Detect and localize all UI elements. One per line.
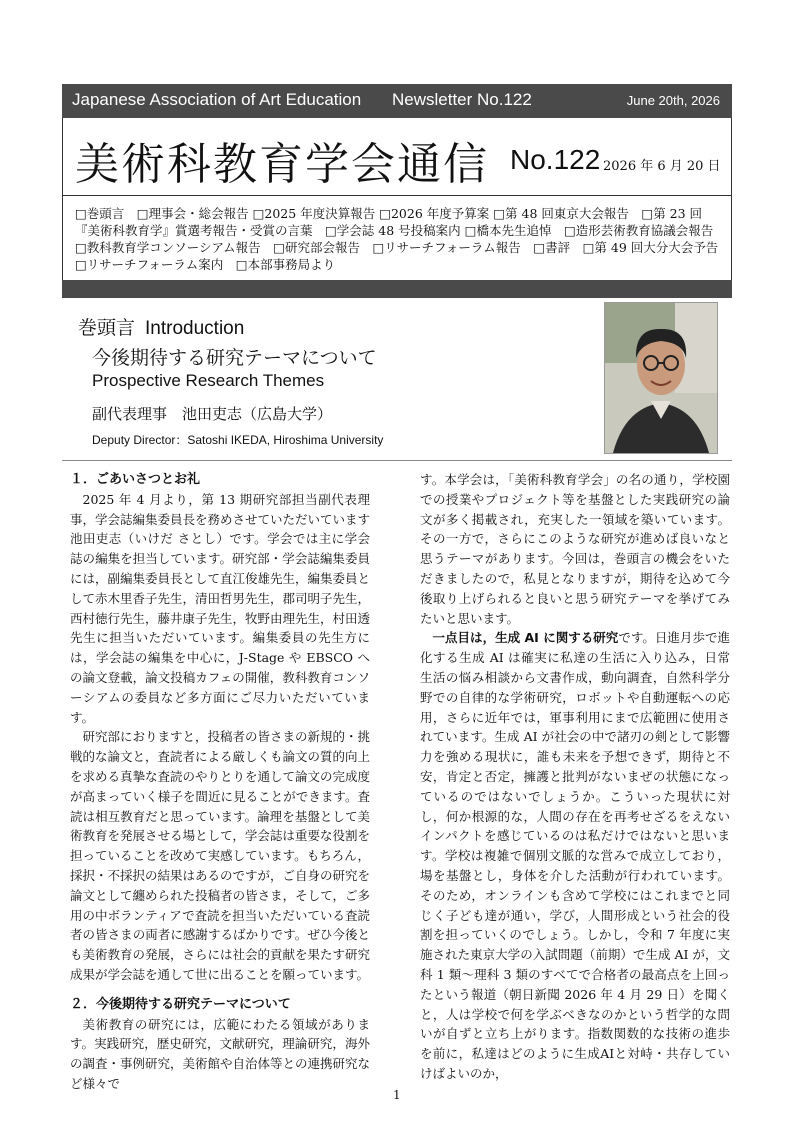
- page-number: 1: [393, 1088, 401, 1102]
- body-column-left: [70, 470, 370, 1094]
- issue-date: June 20th, 2026: [626, 93, 720, 108]
- paragraph-4: す。本学会は，「美術科教育学会」の名の通り，学校園での授業やプロジェクト等を基盤とした実践研究の論文が多く掲載され，充実した一領域を築いています。その一方で，さらにこのような研究が進めば良いなと思うテーマがあります。今回は，巻頭言の機会をいただきましたので，私見となりますが，期待を込めて今後取り上げられると良いと思う研究テーマを挙げてみたいと思います。: [420, 472, 730, 626]
- issue-date-jp: 2026 年 6 月 20 日: [603, 159, 721, 174]
- paragraph-5: [420, 628, 730, 1083]
- newsletter-title: 美術科教育学会通信: [75, 139, 489, 190]
- paragraph-5-lead: 一点目は，生成 AI に関する研究: [432, 630, 619, 646]
- table-of-contents: [62, 195, 732, 280]
- author-jp: 副代表理事 池田吏志（広島大学）: [92, 405, 333, 423]
- article-title-en: Prospective Research Themes: [92, 371, 325, 390]
- organization-name: Japanese Association of Art Education: [72, 90, 362, 109]
- header-bottom-bar: [62, 280, 732, 298]
- toc-text: □巻頭言 □理事会・総会報告 □2025 年度決算報告 □2026 年度予算案 □第 48 回東京大会報告 □第 23 回『美術科教育学』賞選考報告・受賞の言葉 □学会誌 48 号投稿案内 □橋本先生追悼 □造形芸術教育協議会報告 □教科教育学コンソーシアム報告 □研究部会報告 □リサーチフォーラム報告 □書評 □第 49 回大分大会予告 □リサーチフォーラム案内 □本部事務局より: [75, 206, 731, 272]
- paragraph-5-text: です。日進月歩で進化する生成 AI は確実に私達の生活に入り込み，日常生活の悩み相談から文書作成，動向調査，自然科学分野での自律的な学術研究，ロボットや自動運転への応用，さらに近年では，軍事利用にまで広範囲に使用されています。生成 AI が社会の中で諸刃の剣として影響力を強める現状に，誰も未来を予想できず，期待と不安，肯定と否定，擁護と批判がないまぜの状態になっているのではないでしょうか。こういった現状に対し，何か根源的な，人間の存在を再考せざるをえないインパクトを感じているのは私だけではないと思います。学校は複雑で個別文脈的な営みで成立しており，場を基盤とし，身体を介した活動が行われています。そのため，オンラインも含めて学校にはこれまでと同じく子ども達が通い，学び，人間形成という社会的役割を担っていくのでしょう。しかし，令和 7 年度に実施された東京大学の入試問題（前期）で生成 AI が，文科 1 類〜理科 3 類のすべてで合格者の最高点を上回ったという報道（朝日新聞 2026 年 4 月 29 日）を聞くと，人は学校で何を学ぶべきなのかという哲学的な問いが自ずと立ち上がります。指数関数的な技術の進歩を前に，私達はどのように生成AIと対峙・共存していけばよいのか，: [420, 630, 730, 1081]
- author-en: Deputy Director：Satoshi IKEDA, Hiroshima University: [92, 433, 384, 447]
- newsletter-header-bar: [62, 84, 732, 118]
- paragraph-1: 2025 年 4 月より，第 13 期研究部担当副代表理事，学会誌編集委員長を務めさせていただいています池田吏志（いけだ さとし）です。学会では主に学会誌の編集を担当しています。研究部・学会誌編集委員には，副編集委員長として直江俊雄先生，編集委員として赤木里香子先生，清田哲男先生，郡司明子先生，西村徳行先生，藤井康子先生，牧野由理先生，村田透先生に担当いただいています。編集委員の先生方には，学会誌の編集を中心に，J-Stage や EBSCO への論文登載，論文投稿カフェの開催，教科教育コンソーシアムの委員など多方面にご尽力いただいています。: [70, 491, 371, 725]
- title-box: [62, 118, 732, 196]
- heading-greeting: １．ごあいさつとお礼: [70, 472, 201, 487]
- body-column-right: [420, 470, 730, 1084]
- paragraph-3: 美術教育の研究には，広範にわたる領域があります。実践研究，歴史研究，文献研究，理論研究，海外の調査・事例研究，美術館や自治体等との連携研究など様々で: [70, 1016, 371, 1091]
- section-title-en: Introduction: [145, 318, 245, 339]
- section-title: [78, 313, 244, 340]
- section-divider: [62, 460, 732, 461]
- article-title-jp: 今後期待する研究テーマについて: [92, 347, 377, 369]
- issue-number: No.122: [510, 144, 601, 175]
- author-photo: [604, 302, 718, 454]
- newsletter-number: Newsletter No.122: [392, 90, 532, 109]
- heading-research-themes: ２．今後期待する研究テーマについて: [70, 996, 291, 1012]
- section-title-jp: 巻頭言: [78, 317, 136, 339]
- paragraph-2: 研究部におりますと，投稿者の皆さまの新規的・挑戦的な論文と，査読者による厳しくも論文の質的向上を求める真摯な査読のやりとりを通して論文の完成度が高まっていく様子を間近に見ることができます。査読は相互教育だと思っています。論理を基盤として美術教育を発展させる場として，学会誌は重要な役割を担っていることを改めて実感しています。もちろん，採択・不採択の結果はあるのですが，ご自身の研究を論文として纏められた投稿者の皆さま，そして，ご多用の中ボランティアで査読を担当いただいている査読者の皆さまの両者に感謝するばかりです。ぜひ今後とも美術教育の発展，さらには社会的貢献を果たす研究成果が学会誌を通して世に出ることを願っています。: [70, 729, 371, 982]
